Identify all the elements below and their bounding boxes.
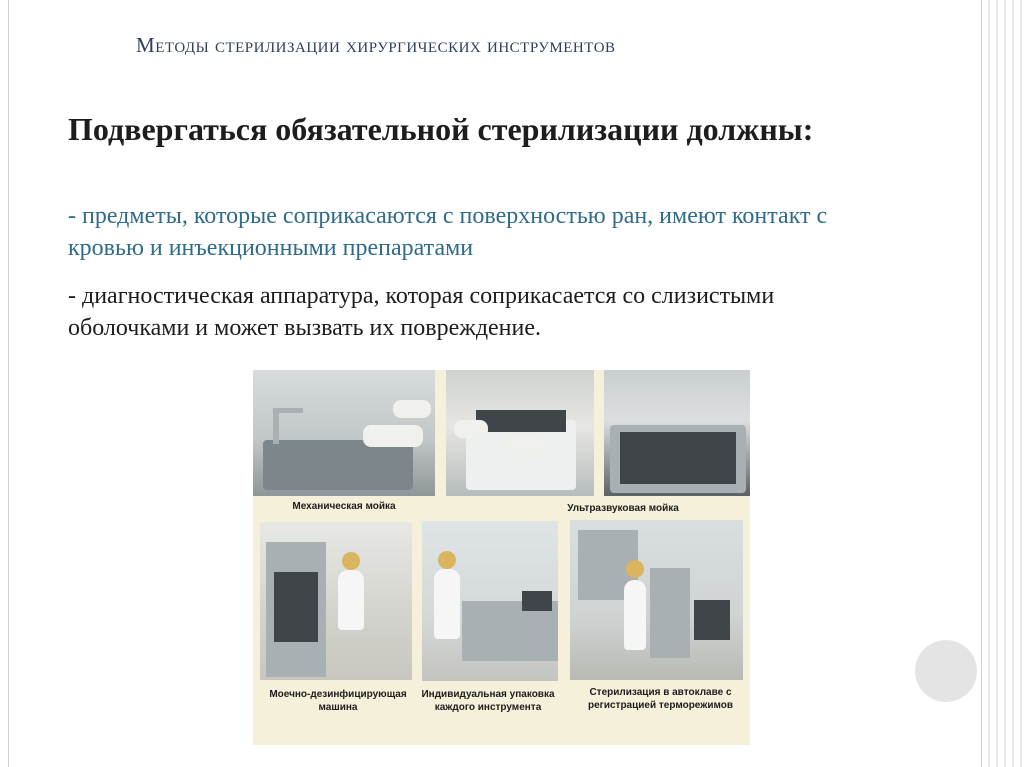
- bullet-item: [68, 200, 898, 264]
- glove-shape: [506, 436, 546, 454]
- faucet-shape: [273, 408, 303, 413]
- glove-shape: [393, 400, 431, 418]
- sink-shape: [263, 440, 413, 490]
- sealer-shape: [522, 591, 552, 611]
- equipment-shape: [694, 600, 730, 640]
- slide-title: Методы стерилизации хирургических инструментов: [136, 33, 616, 57]
- decorative-stripes: [982, 0, 1024, 767]
- bath-basket-shape: [476, 410, 566, 432]
- photo-caption: Стерилизация в автоклаве с регистрацией терморежимов: [588, 687, 733, 711]
- glove-shape: [454, 420, 488, 438]
- photo-autoclave: [570, 520, 743, 680]
- photo-collage: [253, 370, 750, 745]
- photo-caption: Индивидуальная упаковка каждого инструмента: [421, 689, 555, 713]
- machine-rack-shape: [274, 572, 318, 642]
- glove-shape: [363, 425, 423, 447]
- photo-caption: Механическая мойка: [292, 501, 396, 512]
- bullet-item: [68, 280, 898, 344]
- bullet-dash: -: [68, 283, 76, 309]
- bullet-text: предметы, которые соприкасаются с поверхностью ран, имеют контакт с кровью и инъекционными препаратами: [68, 203, 828, 261]
- bullet-text: диагностическая аппаратура, которая соприкасается со слизистыми оболочками и может вызвать их повреждение.: [68, 283, 775, 341]
- nurse-head-shape: [438, 551, 456, 569]
- photo-ultrasonic-tank: [604, 370, 750, 496]
- faucet-shape: [273, 410, 279, 444]
- photo-ultrasonic-bath: [446, 370, 594, 496]
- photo-individual-packing: [422, 521, 558, 681]
- nurse-head-shape: [626, 560, 644, 578]
- photo-mechanical-wash: [253, 370, 435, 496]
- nurse-head-shape: [342, 552, 360, 570]
- tank-shape: [620, 432, 736, 484]
- decorative-circle: [915, 640, 977, 702]
- nurse-shape: [624, 580, 646, 650]
- photo-caption: Моечно-дезинфицирующая машина: [269, 689, 407, 713]
- heading: Подвергаться обязательной стерилизации должны:: [68, 111, 814, 147]
- nurse-shape: [338, 570, 364, 630]
- autoclave-shape: [650, 568, 690, 658]
- nurse-shape: [434, 569, 460, 639]
- photo-caption: Ультразвуковая мойка: [567, 503, 679, 514]
- bullet-dash: -: [68, 203, 76, 229]
- photo-washer-disinfector: [260, 522, 412, 680]
